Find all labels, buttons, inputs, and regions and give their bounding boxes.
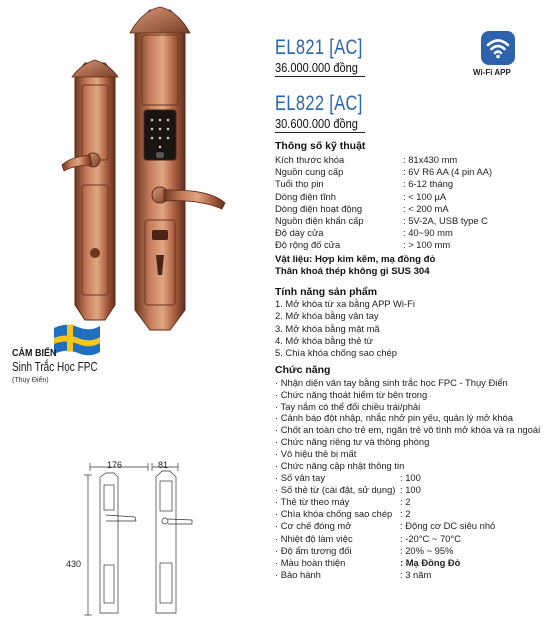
specs-title: Thông số kỹ thuật [275,140,366,152]
function-spec-row [275,557,545,568]
sweden-flag-icon [52,322,102,358]
spec-row [275,154,545,165]
function-spec-value: : 20% ~ 95% [400,544,454,556]
function-item: · Chức năng cập nhật thông tin [275,459,405,471]
spec-row [275,178,545,189]
wifi-icon [481,31,515,65]
function-spec-label: · Nhiệt độ làm việc [275,532,353,544]
function-spec-label: · Bảo hành [275,568,321,580]
model-variant: [AC] [329,92,363,115]
price-el821: 36.000.000 đồng [275,60,358,75]
function-spec-row [275,472,545,483]
spec-row [275,191,545,202]
spec-label: Dòng điện tĩnh [275,190,336,202]
sensor-heading: CẢM BIẾN [12,348,57,359]
lock-product-image [60,5,260,340]
dimension-height-430: 430 [66,559,82,569]
spec-value: : < 100 µA [403,190,447,202]
dimension-width-81: 81 [158,460,169,470]
function-spec-row [275,545,545,556]
product-feature-item: 3. Mở khóa bằng mật mã [275,322,380,334]
sensor-origin: (Thụy Điển) [12,377,49,384]
wifi-app-label: Wi-Fi APP [473,68,511,77]
spec-label: Kích thước khóa [275,154,345,165]
spec-label: Nguồn cung cấp [275,166,344,178]
spec-value: : 6-12 tháng [403,178,454,190]
function-spec-value: : 2 [400,496,411,508]
function-spec-row [275,484,545,495]
price-el822: 30.600.000 đồng [275,116,358,131]
function-spec-value: : 3 năm [400,568,432,580]
function-spec-value: : -20°C ~ 70°C [400,532,461,544]
spec-row [275,166,545,177]
function-spec-label: · Chìa khóa chống sao chép [275,508,393,520]
function-spec-label: · Màu hoàn thiện [275,556,346,568]
product-feature-item: 1. Mở khóa từ xa bằng APP Wi-Fi [275,298,415,309]
product-features-title: Tính năng sản phẩm [275,286,378,298]
spec-row [275,215,545,226]
spec-value: : > 100 mm [403,239,451,251]
spec-value: : < 200 mA [403,202,449,214]
spec-value: : 40~90 mm [403,227,453,239]
function-spec-label: · Số thẻ từ (cài đặt, sử dụng) [275,484,396,496]
function-spec-value: : Động cơ DC siêu nhỏ [400,520,496,532]
function-item: · Nhận diện vân tay bằng sinh trắc học FPC - Thụy Điển [275,377,508,388]
function-spec-value: : Mạ Đồng Đỏ [400,556,461,568]
material-line-2: Thân khoá thép không gỉ SUS 304 [275,266,430,277]
function-spec-row [275,569,545,580]
model-code: EL822 [275,92,325,115]
dimension-drawing [60,455,200,625]
function-spec-label: · Số vân tay [275,472,326,483]
material-line-1: Vật liệu: Hợp kim kẽm, mạ đồng đỏ [275,254,436,265]
function-spec-value: : 100 [400,484,421,496]
wifi-app-badge [481,31,515,65]
spec-value: : 81x430 mm [403,154,458,165]
function-spec-label: · Thẻ từ theo máy [275,496,350,508]
spec-row [275,239,545,250]
product-feature-item: 5. Chìa khóa chống sao chép [275,347,397,359]
spec-row [275,227,545,238]
spec-label: Tuổi thọ pin [275,178,324,190]
model-title-el822 [275,92,363,116]
spec-label: Độ dày cửa [275,227,324,239]
function-item: · Vô hiệu thẻ bị mất [275,447,357,459]
function-spec-label: · Độ ẩm tương đối [275,544,352,556]
function-spec-row [275,508,545,519]
spec-value: : 6V R6 AA (4 pin AA) [403,166,493,178]
model-code: EL821 [275,36,325,59]
function-spec-row [275,533,545,544]
function-spec-value: : 100 [400,472,421,483]
function-item: · Chốt an toàn cho trẻ em, ngăn trẻ vô tình mở khóa và ra ngoài [275,424,541,436]
functions-title: Chức năng [275,364,331,376]
function-spec-row [275,496,545,507]
function-spec-row [275,520,545,531]
spec-value: : 5V-2A, USB type C [403,215,488,226]
spec-row [275,203,545,214]
dimension-width-176: 176 [107,460,123,470]
price-underline [275,76,365,77]
sensor-name: Sinh Trắc Học FPC [12,360,98,374]
price-underline [275,132,365,133]
function-item: · Chức năng thoát hiểm từ bên trong [275,388,428,400]
function-spec-label: · Cơ chế đóng mở [275,520,352,532]
spec-label: Độ rộng đố cửa [275,239,341,251]
function-item: · Tay nắm có thể đổi chiều trái/phải [275,400,421,412]
model-variant: [AC] [329,36,363,59]
function-item: · Chức năng riêng tư và thông phòng [275,436,430,447]
model-title-el821 [275,36,363,60]
spec-label: Dòng điện hoạt động [275,202,363,214]
product-feature-item: 4. Mở khóa bằng thẻ từ [275,334,373,346]
product-feature-item: 2. Mở khóa bằng vân tay [275,310,379,322]
spec-label: Nguồn điện khẩn cấp [275,215,364,226]
function-item: · Cảnh báo đột nhập, nhắc nhở pin yếu, quản lý mở khóa [275,412,513,424]
function-spec-value: : 2 [400,508,411,520]
